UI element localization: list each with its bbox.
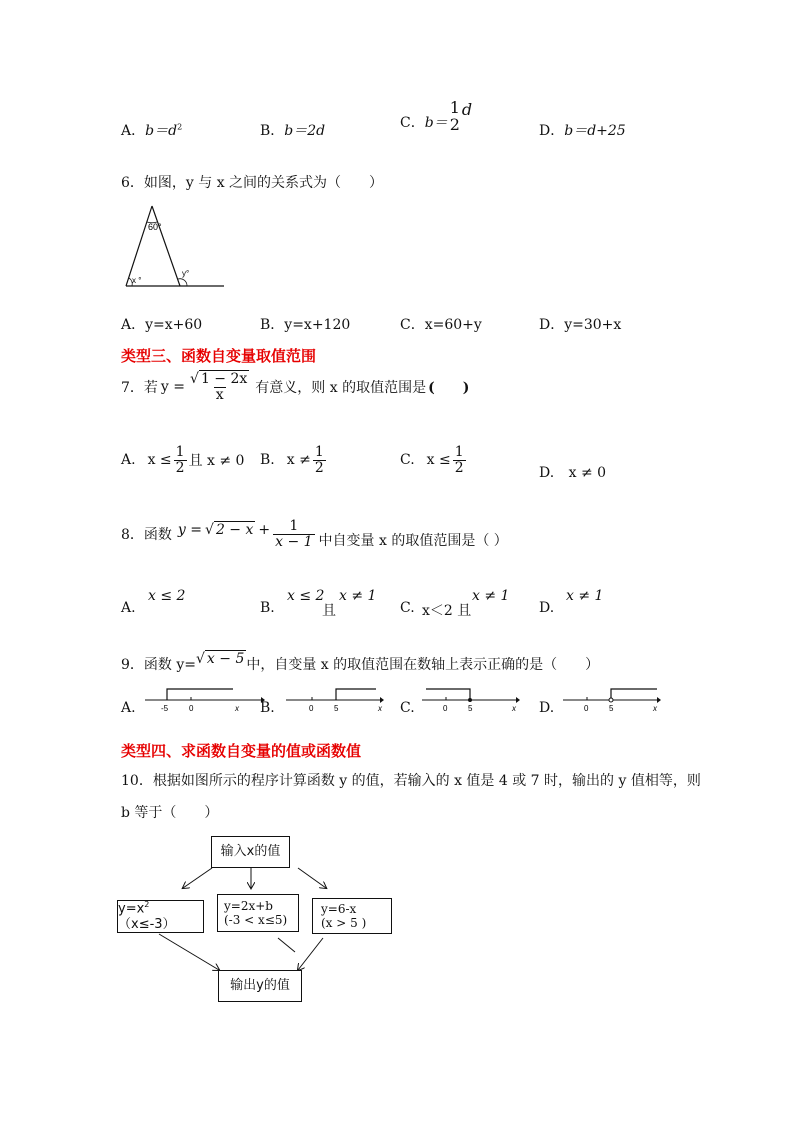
flowchart-output-text: 输出y的值 — [230, 978, 290, 994]
q5-option-a — [121, 120, 182, 140]
q6-option-b: B．y=x+120 — [260, 317, 351, 333]
q6-triangle-figure — [120, 200, 230, 292]
option-expr-1: x ≤ 2 — [287, 588, 325, 604]
option-mid: 且 — [322, 603, 336, 619]
option-expr: b＝d+25 — [564, 123, 626, 139]
tick-label: -5 — [161, 704, 169, 713]
flowchart-output-box — [218, 970, 302, 1002]
axis-label: x — [235, 704, 239, 713]
q8-option-c — [400, 588, 530, 620]
tick-label: 5 — [334, 704, 339, 713]
option-expr-1: x＜2 且 — [422, 603, 472, 619]
number-line-d — [561, 682, 665, 714]
q9-prefix: 9．函数 y= — [121, 657, 196, 673]
fraction-denominator: 2 — [314, 459, 324, 476]
q7-denominator: x — [215, 386, 224, 403]
q6-option-c: C．x=60+y — [400, 317, 482, 333]
q7-paren: ( ) — [428, 380, 470, 397]
q6-option-d: D．y=30+x — [539, 317, 622, 333]
q8-radicand: 2 − x — [215, 522, 254, 538]
q7-y-eq: y = — [160, 379, 186, 396]
option-letter: B． — [260, 123, 285, 139]
flowchart-middle-line-1: y=2x+b — [224, 898, 273, 913]
fraction-denominator: 2 — [175, 459, 185, 476]
fraction — [453, 445, 466, 475]
option-expr-2: x ≠ 1 — [472, 588, 510, 604]
fraction-denominator: 2 — [454, 459, 464, 476]
fraction-numerator: 1 — [449, 98, 460, 117]
q8-suffix: 中自变量 x 的取值范围是（ ） — [318, 533, 508, 549]
option-letter: B. — [260, 452, 275, 469]
q9-stem — [121, 644, 599, 674]
angle-60-label: 60° — [148, 222, 162, 232]
option-expr-pre: x ≤ — [426, 452, 451, 469]
option-letter: D. — [539, 700, 555, 716]
axis-label: x — [378, 704, 382, 713]
flowchart-input-box — [211, 836, 290, 868]
fraction-numerator: 1 — [314, 444, 324, 460]
option-expr: x ≤ 2 — [148, 588, 186, 604]
tick-label: 0 — [584, 704, 589, 713]
q7-suffix: 有意义，则 x 的取值范围是 — [255, 380, 427, 397]
tick-label: 5 — [468, 704, 473, 713]
q8-option-b — [260, 588, 390, 620]
q7-stem — [121, 372, 469, 402]
option-letter: A. — [121, 600, 136, 616]
option-letter: C. — [400, 452, 415, 469]
q5-option-c — [400, 100, 472, 134]
q7-option-c — [400, 445, 466, 475]
option-letter: C. — [400, 700, 415, 716]
option-expr-post: 且 x ≠ 0 — [188, 453, 245, 470]
option-expr: x ≠ 1 — [566, 588, 604, 604]
q5-option-b — [260, 120, 325, 140]
option-expr-pre: x ≤ — [147, 452, 172, 469]
option-letter: A. — [121, 452, 136, 469]
flowchart-input-text: 输入x的值 — [220, 844, 281, 860]
tick-label: 0 — [189, 704, 194, 713]
q7-option-b — [260, 445, 326, 475]
fraction-denominator: x − 1 — [275, 533, 313, 550]
q8-prefix: 8．函数 — [121, 527, 172, 543]
q5-option-d — [539, 120, 626, 140]
q8-option-d — [539, 588, 659, 620]
q7-numerator: √ 1 − 2x — [190, 371, 248, 387]
section-heading-3: 类型三、函数自变量取值范围 — [121, 347, 317, 365]
flowchart-left-text: $y=x^2(x\le-3)$ — [118, 900, 176, 933]
fraction — [174, 445, 187, 475]
angle-x-label: x ° — [132, 276, 142, 285]
q10-stem-line-2: b 等于（ ） — [121, 805, 219, 821]
q7-fraction — [188, 372, 251, 402]
q7-radicand: 1 − 2x — [200, 371, 248, 387]
option-letter: A. — [121, 700, 136, 716]
option-letter: D． — [539, 123, 565, 139]
fraction-denominator: 2 — [449, 114, 460, 134]
q8-fraction — [273, 519, 314, 549]
q9-sqrt: √ x − 5 — [196, 651, 245, 667]
q8-option-a — [121, 588, 241, 620]
flowchart-middle-line-2: (-3 < x≤5) — [224, 913, 288, 927]
option-expr-post: d — [461, 100, 473, 119]
q8-plus: + — [258, 522, 271, 538]
q8-stem — [121, 518, 508, 550]
tick-label: 0 — [309, 704, 314, 713]
option-letter: D. — [539, 465, 555, 481]
flowchart-right-line-1: y=6-x — [321, 901, 357, 916]
option-expr: b＝2d — [284, 123, 326, 139]
option-letter: B. — [260, 700, 275, 716]
option-letter: C． — [400, 114, 425, 131]
flowchart-right-line-2: (x > 5 ) — [321, 916, 367, 930]
fraction — [313, 445, 326, 475]
axis-label: x — [653, 704, 657, 713]
fraction-numerator: 1 — [289, 517, 299, 534]
q9-radicand: x − 5 — [206, 651, 245, 667]
q8-y-eq: y = — [177, 522, 203, 538]
q7-prefix: 7．若 — [121, 380, 158, 397]
tick-label: 0 — [443, 704, 448, 713]
option-expr: b＝d — [145, 123, 178, 139]
q9-suffix: 中，自变量 x 的取值范围在数轴上表示正确的是（ ） — [246, 657, 600, 673]
number-line-a — [143, 682, 265, 714]
fraction-numerator: 1 — [175, 444, 185, 460]
option-expr-2: x ≠ 1 — [339, 588, 377, 604]
fraction-numerator: 1 — [454, 444, 464, 460]
flowchart-right-box — [312, 898, 392, 934]
q8-sqrt: √ 2 − x — [205, 522, 254, 538]
number-line-c — [418, 682, 522, 714]
q7-option-d — [539, 465, 606, 481]
angle-y-label: y° — [182, 269, 190, 278]
axis-label: x — [512, 704, 516, 713]
flowchart-middle-box — [217, 894, 299, 932]
flowchart-left-box — [117, 900, 204, 933]
option-letter: D. — [539, 600, 555, 616]
tick-label: 5 — [609, 704, 614, 713]
option-letter: A． — [121, 123, 146, 139]
q10-stem-line-1: 10．根据如图所示的程序计算函数 y 的值，若输入的 x 值是 4 或 7 时，输出的 y 值相等，则 — [121, 773, 701, 789]
superscript: 2 — [177, 122, 183, 132]
option-expr-pre: b＝ — [424, 114, 448, 131]
q7-option-a — [121, 445, 244, 475]
option-expr: x ≠ 0 — [568, 465, 607, 481]
section-heading-4: 类型四、求函数自变量的值或函数值 — [121, 742, 362, 760]
option-letter: C. — [400, 600, 415, 616]
fraction — [448, 100, 462, 134]
q6-option-a: A．y=x+60 — [121, 317, 203, 333]
option-letter: B. — [260, 600, 275, 616]
option-expr-pre: x ≠ — [286, 452, 311, 469]
number-line-b — [284, 682, 386, 714]
q6-stem: 6．如图，y 与 x 之间的关系式为（ ） — [121, 175, 384, 191]
